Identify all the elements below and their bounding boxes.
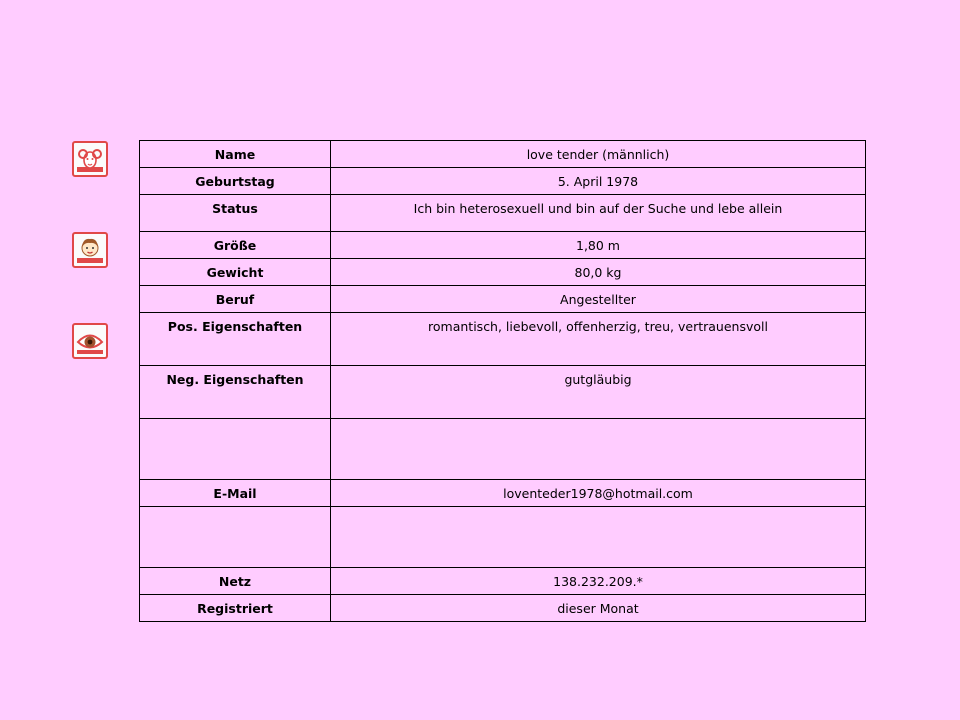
table-row-positive-traits xyxy=(140,313,866,366)
row-value: Ich bin heterosexuell und bin auf der Suche und lebe allein xyxy=(331,195,866,232)
row-label: Netz xyxy=(140,568,331,595)
table-row-empty xyxy=(140,507,866,568)
profile-table xyxy=(139,140,866,622)
aries-zodiac-icon[interactable] xyxy=(72,141,108,177)
row-label: Registriert xyxy=(140,595,331,622)
row-value: gutgläubig xyxy=(331,366,866,419)
row-value: 138.232.209.* xyxy=(331,568,866,595)
row-label: Status xyxy=(140,195,331,232)
row-value: 5. April 1978 xyxy=(331,168,866,195)
table-row-weight xyxy=(140,259,866,286)
row-label: E-Mail xyxy=(140,480,331,507)
eye-icon[interactable] xyxy=(72,323,108,359)
table-row-status xyxy=(140,195,866,232)
row-value: love tender (männlich) xyxy=(331,141,866,168)
row-label: Name xyxy=(140,141,331,168)
row-value: 80,0 kg xyxy=(331,259,866,286)
table-row-email xyxy=(140,480,866,507)
row-label: Gewicht xyxy=(140,259,331,286)
table-row-negative-traits xyxy=(140,366,866,419)
table-row-height xyxy=(140,232,866,259)
row-value: 1,80 m xyxy=(331,232,866,259)
row-label xyxy=(140,419,331,480)
row-label: Pos. Eigenschaften xyxy=(140,313,331,366)
row-value: romantisch, liebevoll, offenherzig, treu, vertrauensvoll xyxy=(331,313,866,366)
table-row-job xyxy=(140,286,866,313)
table-row-empty xyxy=(140,419,866,480)
table-row-network xyxy=(140,568,866,595)
row-value xyxy=(331,507,866,568)
row-label: Geburtstag xyxy=(140,168,331,195)
email-link[interactable]: loventeder1978@hotmail.com xyxy=(331,480,866,507)
row-label xyxy=(140,507,331,568)
male-avatar-icon[interactable] xyxy=(72,232,108,268)
row-value: Angestellter xyxy=(331,286,866,313)
row-value: dieser Monat xyxy=(331,595,866,622)
row-label: Größe xyxy=(140,232,331,259)
row-label: Beruf xyxy=(140,286,331,313)
table-row-birthday xyxy=(140,168,866,195)
table-row-name xyxy=(140,141,866,168)
table-row-registered xyxy=(140,595,866,622)
row-value xyxy=(331,419,866,480)
row-label: Neg. Eigenschaften xyxy=(140,366,331,419)
